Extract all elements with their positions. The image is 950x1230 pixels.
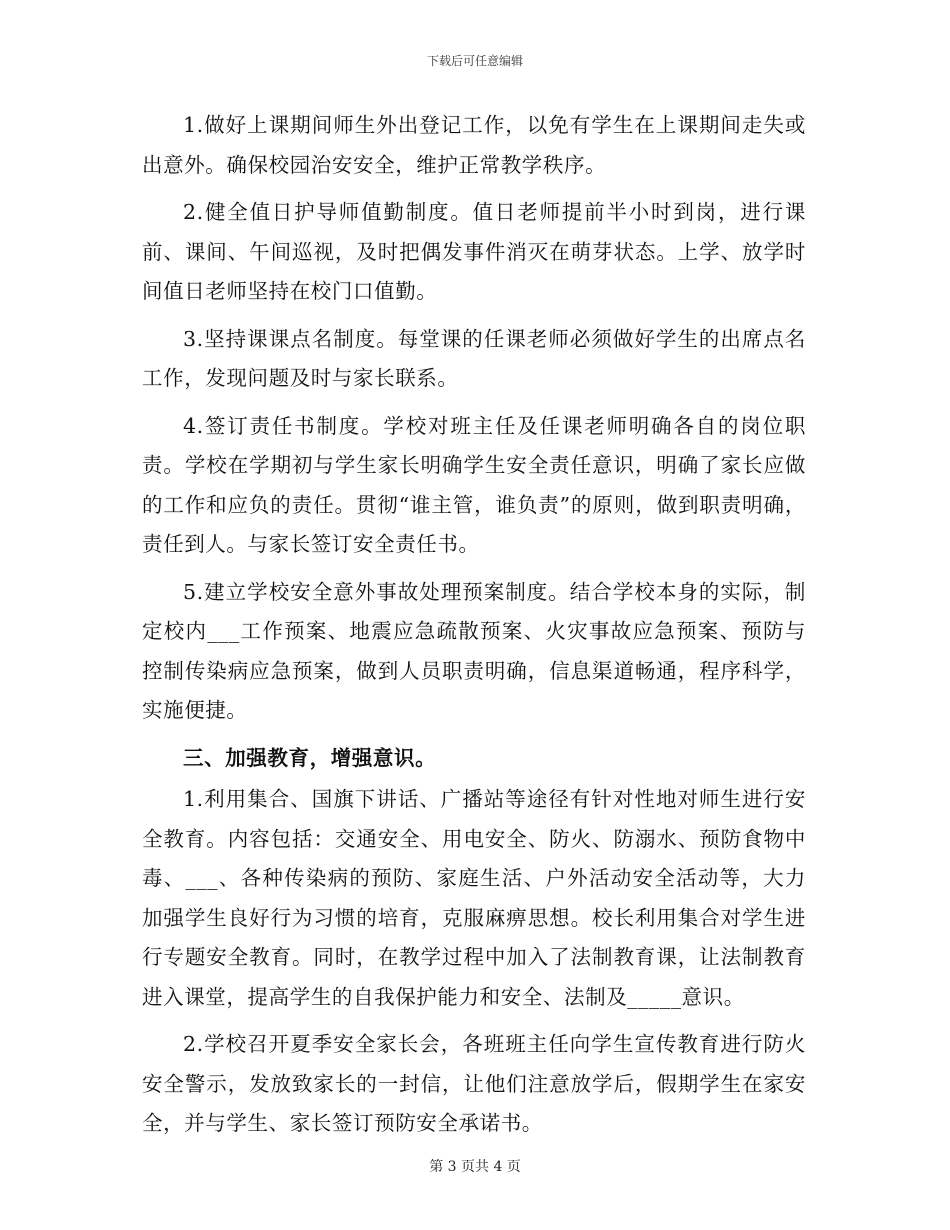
document-body bbox=[142, 106, 806, 1152]
paragraph-duty-system: 2.健全值日护导师值勤制度。值日老师提前半小时到岗，进行课前、课间、午间巡视，及时把偶发事件消灭在萌芽状态。上学、放学时间值日老师坚持在校门口值勤。 bbox=[142, 200, 806, 303]
section-heading: 三、加强教育，增强意识。 bbox=[183, 745, 437, 770]
paragraph-safety-education: 1.利用集合、国旗下讲话、广播站等途径有针对性地对师生进行安全教育。内容包括：交通安全、用电安全、防火、防溺水、预防食物中毒、___、各种传染病的预防、家庭生活、户外活动安全活动等，大力加强学生良好行为习惯的培育，克服麻痹思想。校长利用集合对学生进行专题安全教育。同时，在教学过程中加入了法制教育课，让法制教育进入课堂，提高学生的自我保护能力和安全、法制及_____意识。 bbox=[142, 787, 806, 1009]
paragraph-emergency-plan: 5.建立学校安全意外事故处理预案制度。结合学校本身的实际，制定校内___工作预案、地震应急疏散预案、火灾事故应急预案、预防与控制传染病应急预案，做到人员职责明确，信息渠道畅通，程序科学，实施便捷。 bbox=[142, 579, 806, 722]
page-header: 下载后可任意编辑 bbox=[426, 54, 523, 68]
paragraph-attendance-registration: 1.做好上课期间师生外出登记工作，以免有学生在上课期间走失或出意外。确保校园治安安全，维护正常教学秩序。 bbox=[142, 113, 806, 177]
paragraph-parent-meeting: 2.学校召开夏季安全家长会，各班班主任向学生宣传教育进行防火安全警示，发放致家长的一封信，让他们注意放学后，假期学生在家安全，并与学生、家长签订预防安全承诺书。 bbox=[142, 1032, 806, 1135]
paragraph-roll-call: 3.坚持课课点名制度。每堂课的任课老师必须做好学生的出席点名工作，发现问题及时与家长联系。 bbox=[142, 326, 806, 390]
page-number-footer: 第 3 页共 4 页 bbox=[429, 1159, 521, 1175]
paragraph-responsibility-letter: 4.签订责任书制度。学校对班主任及任课老师明确各自的岗位职责。学校在学期初与学生家长明确学生安全责任意识，明确了家长应做的工作和应负的责任。贯彻“谁主管，谁负责”的原则，做到职责明确，责任到人。与家长签订安全责任书。 bbox=[142, 413, 806, 556]
